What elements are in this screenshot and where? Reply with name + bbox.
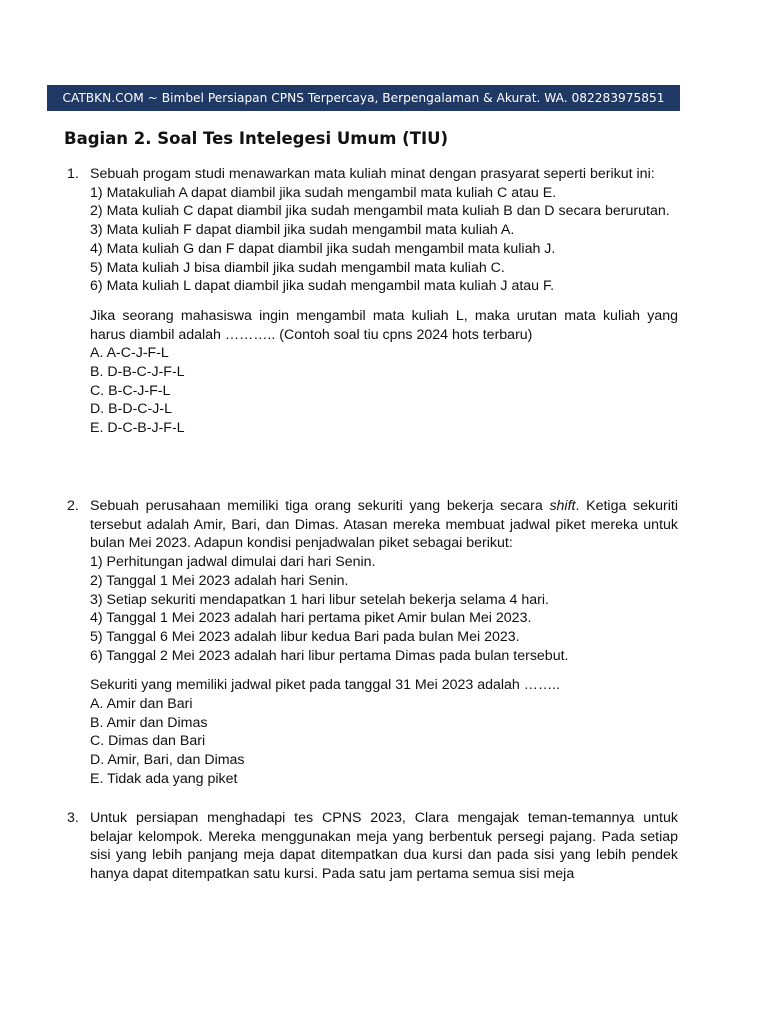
question-number: 3. xyxy=(67,810,79,826)
answer-option-b: B. Amir dan Dimas xyxy=(90,714,208,731)
answer-option-d: D. Amir, Bari, dan Dimas xyxy=(90,752,245,769)
question-3 xyxy=(64,809,678,884)
condition-item: 2) Mata kuliah C dapat diambil jika sudah mengambil mata kuliah B dan D secara berurutan. xyxy=(90,203,670,220)
question-text: Untuk persiapan menghadapi tes CPNS 2023, Clara mengajak teman-temannya untuk belajar kelompok. Mereka menggunakan meja yang berbentuk persegi pajang. Pada setiap sisi yang lebih panjang meja dapat ditempatkan dua kursi dan pada sisi yang lebih pendek hanya dapat ditempatkan satu kursi. Pada satu jam pertama semua sisi meja xyxy=(90,810,678,883)
question-intro: Sebuah progam studi menawarkan mata kuliah minat dengan prasyarat seperti berikut ini: xyxy=(90,166,655,182)
condition-item: 6) Mata kuliah L dapat diambil jika sudah mengambil mata kuliah J atau F. xyxy=(90,278,555,295)
condition-item: 4) Tanggal 1 Mei 2023 adalah hari pertama piket Amir bulan Mei 2023. xyxy=(90,610,532,627)
answer-option-e: E. D-C-B-J-F-L xyxy=(90,420,185,437)
answer-option-e: E. Tidak ada yang piket xyxy=(90,770,238,787)
question-text: Sekuriti yang memiliki jadwal piket pada tanggal 31 Mei 2023 adalah …….. xyxy=(90,677,561,694)
condition-item: 3) Mata kuliah F dapat diambil jika sudah mengambil mata kuliah A. xyxy=(90,222,515,239)
answer-option-a: A. A-C-J-F-L xyxy=(90,345,169,362)
section-title: Bagian 2. Soal Tes Intelegesi Umum (TIU) xyxy=(64,129,449,148)
question-number: 1. xyxy=(67,166,79,182)
question-1 xyxy=(64,165,678,438)
answer-option-c: C. Dimas dan Bari xyxy=(90,733,206,750)
condition-item: 1) Perhitungan jadwal dimulai dari hari Senin. xyxy=(90,554,376,571)
question-2 xyxy=(64,497,678,789)
emphasis-shift: shift xyxy=(549,498,576,514)
answer-option-a: A. Amir dan Bari xyxy=(90,696,193,713)
answer-option-b: B. D-B-C-J-F-L xyxy=(90,364,185,381)
condition-item: 2) Tanggal 1 Mei 2023 adalah hari Senin. xyxy=(90,572,349,589)
header-banner: CATBKN.COM ~ Bimbel Persiapan CPNS Terpercaya, Berpengalaman & Akurat. WA. 082283975851 xyxy=(47,85,680,111)
answer-option-c: C. B-C-J-F-L xyxy=(90,382,171,399)
condition-item: 3) Setiap sekuriti mendapatkan 1 hari libur setelah bekerja selama 4 hari. xyxy=(90,591,549,608)
condition-item: 4) Mata kuliah G dan F dapat diambil jika sudah mengambil mata kuliah J. xyxy=(90,240,556,257)
question-intro: Sebuah perusahaan memiliki tiga orang sekuriti yang bekerja secara shift. Ketiga sekuriti tersebut adalah Amir, Bari, dan Dimas. Atasan mereka membuat jadwal piket mereka untuk bulan Mei 2023. Adapun kondisi penjadwalan piket sebagai berikut: xyxy=(90,498,678,552)
condition-item: 6) Tanggal 2 Mei 2023 adalah hari libur pertama Dimas pada bulan tersebut. xyxy=(90,647,569,664)
condition-item: 1) Matakuliah A dapat diambil jika sudah mengambil mata kuliah C atau E. xyxy=(90,184,557,201)
condition-item: 5) Tanggal 6 Mei 2023 adalah libur kedua Bari pada bulan Mei 2023. xyxy=(90,628,520,645)
condition-item: 5) Mata kuliah J bisa diambil jika sudah mengambil mata kuliah C. xyxy=(90,259,505,276)
question-text: Jika seorang mahasiswa ingin mengambil mata kuliah L, maka urutan mata kuliah yang harus diambil adalah ……….. (Contoh soal tiu cpns 2024 hots terbaru) xyxy=(90,307,678,343)
answer-option-d: D. B-D-C-J-L xyxy=(90,401,172,418)
question-number: 2. xyxy=(67,498,79,514)
